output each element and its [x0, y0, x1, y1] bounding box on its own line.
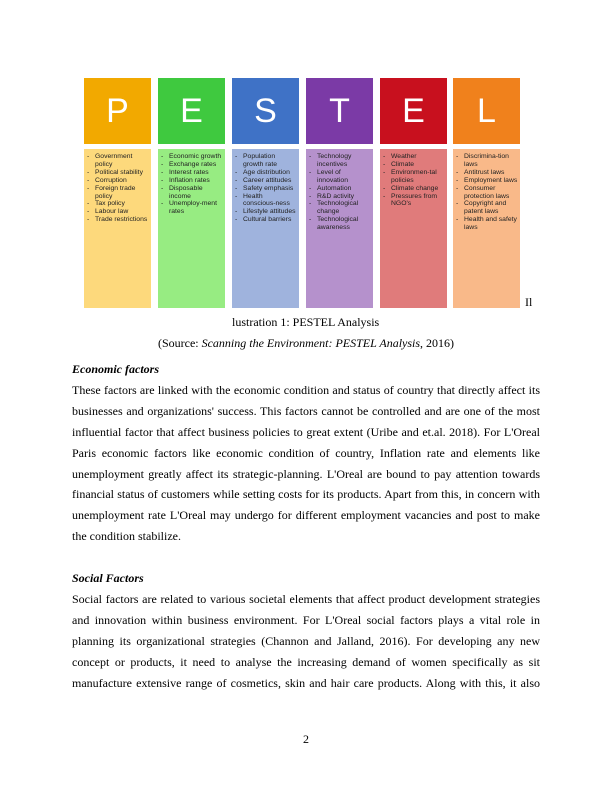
pestel-letter: T	[306, 78, 373, 144]
pestel-factor-item: - Safety emphasis	[235, 185, 297, 193]
pestel-factor-item: - Climate change	[383, 185, 445, 193]
paragraph-line: and innovation within business environment. For L'Oreal social factors plays a vital role in	[72, 612, 540, 627]
paragraph-line: financial status of customers while setting costs for its products. Apart from this, in concern with	[72, 487, 540, 502]
pestel-factor-list	[232, 149, 299, 224]
pestel-column-6	[453, 78, 520, 308]
pestel-factor-item: - Economic growth	[161, 153, 223, 161]
economic-paragraph	[72, 380, 540, 547]
paragraph-line: Social factors are related to various societal elements that affect product development strategies	[72, 591, 540, 606]
pestel-factor-item: - Population growth rate	[235, 153, 297, 169]
pestel-factor-item: - Technology incentives	[309, 153, 371, 169]
pestel-factor-item: - Health conscious-ness	[235, 193, 297, 209]
pestel-factor-item: - Labour law	[87, 208, 149, 216]
pestel-factor-item: - Weather	[383, 153, 445, 161]
pestel-factor-item: - Copyright and patent laws	[456, 200, 518, 216]
pestel-factor-item: - Unemploy-ment rates	[161, 200, 223, 216]
paragraph-line: These factors are linked with the economic condition and status of country that directly affect its	[72, 382, 540, 397]
pestel-letter: L	[453, 78, 520, 144]
pestel-factor-box	[453, 149, 520, 308]
page-number: 2	[303, 732, 309, 746]
pestel-letter: E	[380, 78, 447, 144]
pestel-factor-item: - Automation	[309, 185, 371, 193]
social-heading: Social Factors	[72, 571, 144, 585]
pestel-factor-item: - Antitrust laws	[456, 169, 518, 177]
pestel-factor-item: - Climate	[383, 161, 445, 169]
pestel-factor-item: - Pressures from NGO's	[383, 193, 445, 209]
pestel-factor-list	[306, 149, 373, 232]
pestel-column-4	[306, 78, 373, 308]
paragraph-line: businesses and organizations' success. This factors cannot be controlled and are one of the most	[72, 403, 540, 418]
paragraph-line: unemployment greatly affect its strategic-planning. L'Oreal are bound to pay attention towards	[72, 466, 540, 481]
pestel-factor-box	[232, 149, 299, 308]
pestel-factor-item: - R&D activity	[309, 193, 371, 201]
pestel-factor-box	[380, 149, 447, 308]
pestel-factor-item: - Discrimina-tion laws	[456, 153, 518, 169]
figure-caption: lustration 1: PESTEL Analysis	[232, 315, 380, 329]
pestel-factor-item: - Technological change	[309, 200, 371, 216]
pestel-factor-item: - Environmen-tal policies	[383, 169, 445, 185]
pestel-factor-item: - Corruption	[87, 177, 149, 185]
figure-source	[0, 336, 612, 351]
paragraph-line: the condition stabilize.	[72, 529, 181, 544]
paragraph-line: influential factor that affect business policies to great extent (Uribe and et.al. 2018). For L'Oreal	[72, 424, 540, 439]
pestel-letter: E	[158, 78, 225, 144]
pestel-factor-list	[84, 149, 151, 224]
pestel-factor-item: - Employment laws	[456, 177, 518, 185]
pestel-column-2	[158, 78, 225, 308]
pestel-factor-item: - Tax policy	[87, 200, 149, 208]
pestel-factor-list	[453, 149, 520, 232]
pestel-factor-item: - Exchange rates	[161, 161, 223, 169]
pestel-factor-item: - Age distribution	[235, 169, 297, 177]
pestel-factor-box	[306, 149, 373, 308]
pestel-factor-item: - Inflation rates	[161, 177, 223, 185]
economic-section	[72, 359, 540, 547]
pestel-factor-list	[380, 149, 447, 208]
pestel-factor-item: - Interest rates	[161, 169, 223, 177]
social-paragraph	[72, 589, 540, 694]
pestel-diagram	[84, 78, 524, 308]
pestel-factor-list	[158, 149, 225, 216]
pestel-factor-item: - Consumer protection laws	[456, 185, 518, 201]
pestel-factor-item: - Technological awareness	[309, 216, 371, 232]
pestel-factor-item: - Trade restrictions	[87, 216, 149, 224]
paragraph-line: unemployment rate L'Oreal may undergo for different employment vacancies and post to make	[72, 508, 540, 523]
pestel-factor-item: - Career attitudes	[235, 177, 297, 185]
pestel-factor-item: - Disposable income	[161, 185, 223, 201]
pestel-column-1	[84, 78, 151, 308]
source-title: Scanning the Environment: PESTEL Analysis	[201, 336, 421, 350]
pestel-letter: P	[84, 78, 151, 144]
pestel-factor-box	[158, 149, 225, 308]
paragraph-line: Paris economic factors like economic condition of country, Inflation rate and elements like	[72, 445, 540, 460]
pestel-letter: S	[232, 78, 299, 144]
paragraph-line: planning its organizational strategies (Channon and Jalland, 2016). For developing any new	[72, 633, 540, 648]
source-prefix: (Source:	[157, 336, 202, 350]
pestel-factor-item: - Government policy	[87, 153, 149, 169]
economic-heading: Economic factors	[72, 362, 159, 376]
paragraph-line: concept or products, it need to analyse the increasing demand of women specifically as sit	[72, 654, 540, 669]
social-section	[72, 568, 540, 693]
pestel-factor-item: - Lifestyle attitudes	[235, 208, 297, 216]
source-suffix: , 2016)	[420, 336, 455, 350]
pestel-factor-item: - Foreign trade policy	[87, 185, 149, 201]
pestel-column-3	[232, 78, 299, 308]
pestel-factor-item: - Cultural barriers	[235, 216, 297, 224]
pestel-factor-item: - Political stability	[87, 169, 149, 177]
pestel-factor-item: - Health and safety laws	[456, 216, 518, 232]
caption-fragment: Il	[525, 295, 533, 309]
pestel-column-5	[380, 78, 447, 308]
pestel-factor-box	[84, 149, 151, 308]
paragraph-line: manufacture extensive range of cosmetics, skin and hair care products. Along with this, it also	[72, 675, 540, 690]
pestel-factor-item: - Level of innovation	[309, 169, 371, 185]
